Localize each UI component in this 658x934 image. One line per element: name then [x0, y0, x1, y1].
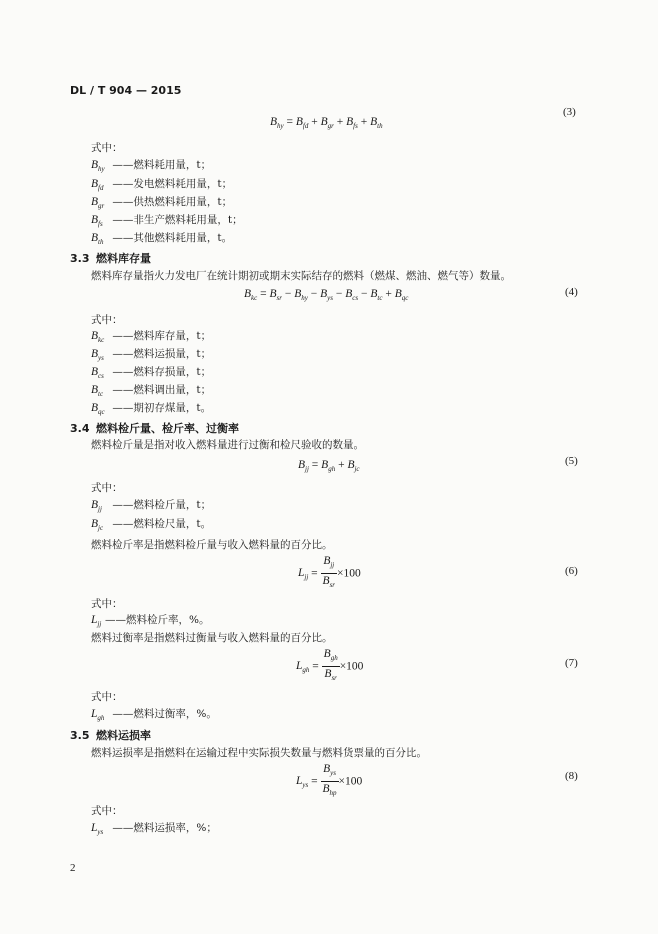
definition-item: $L_{jj}$ ——燃料检斤率，%。	[91, 614, 210, 628]
section-heading-3-3: 3.3 燃料库存量	[70, 252, 151, 265]
definition-item: $B_{kc}$ ——燃料库存量，t；	[91, 330, 212, 344]
paragraph: 燃料检斤率是指燃料检斤量与收入燃料量的百分比。	[91, 539, 333, 551]
equation-number-3: (3)	[563, 106, 576, 118]
paragraph: 燃料过衡率是指燃料过衡量与收入燃料量的百分比。	[91, 632, 333, 644]
equation-7: $L_{gh}$ = $\frac{B_{gh}}{B_{sr}}$ ×100	[296, 648, 364, 682]
section-heading-3-5: 3.5 燃料运损率	[70, 729, 151, 742]
shizhong-label: 式中：	[91, 482, 123, 494]
section-heading-3-4: 3.4 燃料检斤量、检斤率、过衡率	[70, 422, 239, 435]
equation-8: $L_{ys}$ = $\frac{B_{ys}}{B_{hp}}$ ×100	[296, 763, 363, 797]
shizhong-label: 式中：	[91, 805, 123, 817]
paragraph: 燃料运损率是指燃料在运输过程中实际损失数量与燃料货票量的百分比。	[91, 747, 427, 759]
equation-5: $B_{jj} = B_{gh} + B_{jc}$	[298, 459, 360, 473]
shizhong-label: 式中：	[91, 691, 123, 703]
equation-number-4: (4)	[565, 286, 578, 298]
definition-item: $B_{fd}$ ——发电燃料耗用量，t；	[91, 178, 233, 192]
page-number: 2	[70, 862, 76, 874]
definition-item: $B_{ys}$ ——燃料运损量，t；	[91, 348, 212, 362]
shizhong-label: 式中：	[91, 598, 123, 610]
equation-6: $L_{jj}$ = $\frac{B_{jj}}{B_{sr}}$ ×100	[298, 555, 361, 589]
definition-item: $B_{jj}$ ——燃料检斤量，t；	[91, 499, 212, 513]
definition-item: $B_{cs}$ ——燃料存损量，t；	[91, 366, 212, 380]
paragraph: 燃料库存量指火力发电厂在统计期初或期末实际结存的燃料（燃煤、燃油、燃气等）数量。	[91, 270, 511, 282]
definition-item: $L_{gh}$ ——燃料过衡率，%。	[91, 708, 217, 722]
definition-item: $B_{hy}$ ——燃料耗用量，t；	[91, 159, 212, 173]
equation-number-5: (5)	[565, 455, 578, 467]
equation-3: $B_{hy} = B_{fd} + B_{gr} + B_{fs} + B_{th}$	[270, 116, 383, 130]
shizhong-label: 式中：	[91, 314, 123, 326]
definition-item: $B_{fs}$ ——非生产燃料耗用量，t；	[91, 214, 243, 228]
equation-number-6: (6)	[565, 565, 578, 577]
definition-item: $L_{ys}$ ——燃料运损率，%；	[91, 822, 217, 836]
definition-item: $B_{gr}$ ——供热燃料耗用量，t；	[91, 196, 233, 210]
shizhong-label: 式中：	[91, 142, 123, 154]
paragraph: 燃料检斤量是指对收入燃料量进行过衡和检尺验收的数量。	[91, 439, 364, 451]
standard-code: DL / T 904 — 2015	[70, 84, 182, 97]
definition-item: $B_{qc}$ ——期初存煤量，t。	[91, 402, 212, 416]
equation-4: $B_{kc} = B_{sr} - B_{hy} - B_{ys} - B_{cs} - B_{tc} + B_{qc}$	[244, 288, 409, 302]
definition-item: $B_{tc}$ ——燃料调出量，t；	[91, 384, 212, 398]
definition-item: $B_{th}$ ——其他燃料耗用量，t。	[91, 232, 233, 246]
equation-number-7: (7)	[565, 657, 578, 669]
definition-item: $B_{jc}$ ——燃料检尺量，t。	[91, 518, 212, 532]
equation-number-8: (8)	[565, 770, 578, 782]
